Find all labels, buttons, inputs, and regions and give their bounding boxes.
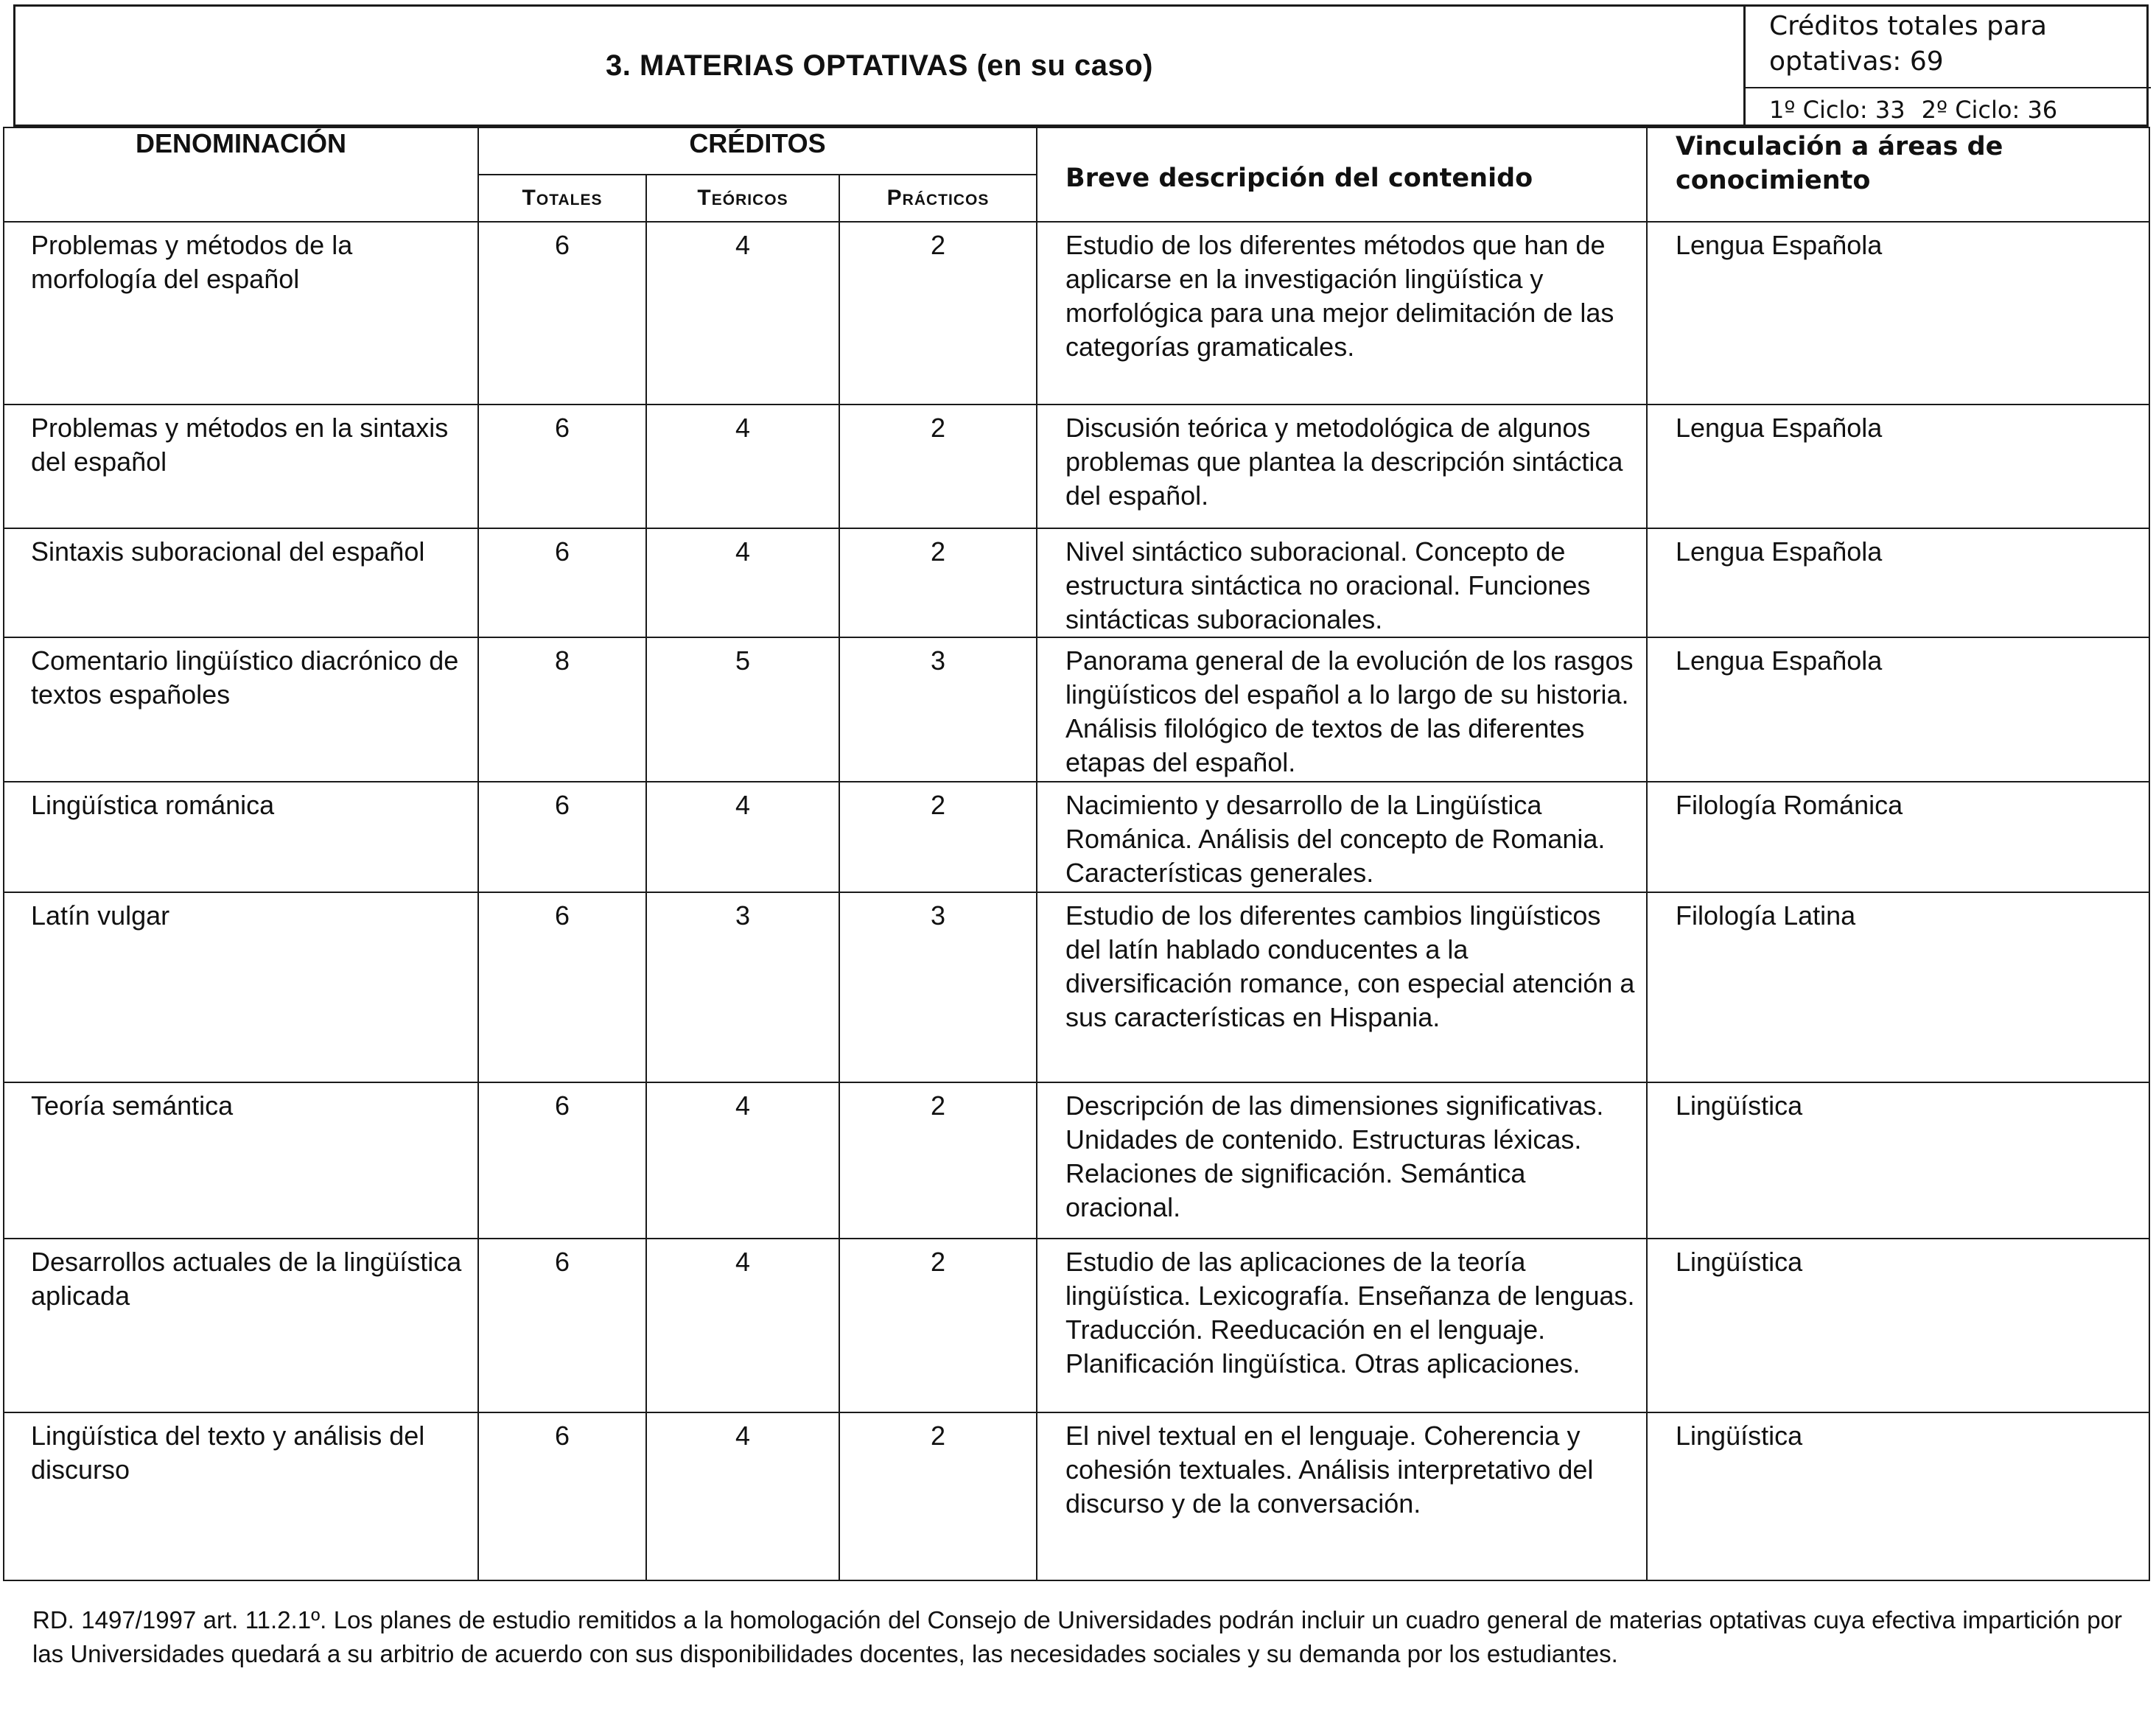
credits-practicos: 2: [839, 528, 1037, 637]
total-credits-label: Créditos totales para optativas: 69: [1769, 11, 2047, 77]
table-row: [4, 782, 2149, 892]
credits-practicos: 3: [839, 637, 1037, 782]
table-row: [4, 528, 2149, 637]
knowledge-area: Lengua Española: [1647, 528, 2149, 637]
credits-teoricos: 4: [646, 782, 839, 892]
credits-practicos: 2: [839, 1239, 1037, 1412]
legal-footnote: RD. 1497/1997 art. 11.2.1º. Los planes de estudio remitidos a la homologación del Consejo de Universidades podrán incluir un cuadro general de materias optativas cuya efectiva impartición por las Universidades quedará a su arbitrio de acuerdo con sus disponibilidades docentes, las necesidades sociales y su demanda por los estudiantes.: [32, 1606, 2122, 1667]
credits-teoricos: 4: [646, 528, 839, 637]
knowledge-area: Lingüística: [1647, 1082, 2149, 1239]
subject-name: Lingüística románica: [4, 782, 478, 892]
knowledge-area: Lengua Española: [1647, 405, 2149, 528]
subject-name: Problemas y métodos de la morfología del español: [4, 222, 478, 405]
credits-practicos: 2: [839, 1082, 1037, 1239]
table-row: [4, 1082, 2149, 1239]
credits-practicos: 2: [839, 782, 1037, 892]
credits-totales: 6: [478, 1082, 646, 1239]
table-row: [4, 222, 2149, 405]
credits-practicos: 3: [839, 892, 1037, 1082]
header-practicos: Prácticos: [839, 175, 1037, 222]
subject-description: Estudio de los diferentes métodos que han de aplicarse en la investigación lingüística y morfológica para una mejor delimitación de las categorías gramaticales.: [1037, 222, 1647, 405]
knowledge-area: Filología Latina: [1647, 892, 2149, 1082]
credits-teoricos: 3: [646, 892, 839, 1082]
knowledge-area: Lengua Española: [1647, 222, 2149, 405]
subject-description: Descripción de las dimensiones significativas. Unidades de contenido. Estructuras léxicas. Relaciones de significación. Semántica oracional.: [1037, 1082, 1647, 1239]
table-row: [4, 1412, 2149, 1580]
credits-practicos: 2: [839, 405, 1037, 528]
table-row: [4, 892, 2149, 1082]
section-header: [13, 4, 2149, 127]
subject-description: Estudio de las aplicaciones de la teoría lingüística. Lexicografía. Enseñanza de lenguas. Traducción. Reeducación en el lenguaje. Planificación lingüística. Otras aplicaciones.: [1037, 1239, 1647, 1412]
subject-description: Discusión teórica y metodológica de algunos problemas que plantea la descripción sintáctica del español.: [1037, 405, 1647, 528]
credits-totales: 6: [478, 892, 646, 1082]
header-denominacion: DENOMINACIÓN: [4, 127, 478, 222]
subjects-table: [3, 127, 2150, 1581]
credits-totales: 6: [478, 1239, 646, 1412]
credits-summary: [1743, 4, 2151, 127]
subject-name: Desarrollos actuales de la lingüística aplicada: [4, 1239, 478, 1412]
header-creditos: CRÉDITOS: [478, 127, 1037, 175]
knowledge-area: Filología Románica: [1647, 782, 2149, 892]
credits-teoricos: 5: [646, 637, 839, 782]
header-descripcion: Breve descripción del contenido: [1037, 127, 1647, 222]
credits-totales: 6: [478, 405, 646, 528]
subject-name: Latín vulgar: [4, 892, 478, 1082]
subject-description: Panorama general de la evolución de los rasgos lingüísticos del español a lo largo de su historia. Análisis filológico de textos de las diferentes etapas del español.: [1037, 637, 1647, 782]
credits-teoricos: 4: [646, 1412, 839, 1580]
second-cycle-credits: 2º Ciclo: 36: [1921, 96, 2058, 124]
subject-name: Problemas y métodos en la sintaxis del español: [4, 405, 478, 528]
subject-name: Teoría semántica: [4, 1082, 478, 1239]
knowledge-area: Lengua Española: [1647, 637, 2149, 782]
credits-totales: 6: [478, 528, 646, 637]
credits-teoricos: 4: [646, 1082, 839, 1239]
credits-divider: [1746, 87, 2151, 88]
table-row: [4, 637, 2149, 782]
table-row: [4, 405, 2149, 528]
credits-totales: 8: [478, 637, 646, 782]
knowledge-area: Lingüística: [1647, 1239, 2149, 1412]
subject-name: Lingüística del texto y análisis del discurso: [4, 1412, 478, 1580]
credits-practicos: 2: [839, 222, 1037, 405]
subject-name: Sintaxis suboracional del español: [4, 528, 478, 637]
section-title: 3. MATERIAS OPTATIVAS (en su caso): [605, 49, 1153, 82]
cycle-credits: [1769, 96, 2073, 124]
first-cycle-credits: 1º Ciclo: 33: [1769, 96, 1905, 124]
subject-description: Nivel sintáctico suboracional. Concepto de estructura sintáctica no oracional. Funciones sintácticas suboracionales.: [1037, 528, 1647, 637]
header-teoricos: Teóricos: [646, 175, 839, 222]
subject-description: Estudio de los diferentes cambios lingüísticos del latín hablado conducentes a la diversificación romance, con especial atención a sus características en Hispania.: [1037, 892, 1647, 1082]
header-totales: Totales: [478, 175, 646, 222]
credits-totales: 6: [478, 222, 646, 405]
credits-teoricos: 4: [646, 405, 839, 528]
credits-totales: 6: [478, 1412, 646, 1580]
subject-description: El nivel textual en el lenguaje. Coherencia y cohesión textuales. Análisis interpretativo del discurso y de la conversación.: [1037, 1412, 1647, 1580]
subjects-table-wrapper: [3, 127, 2149, 1581]
knowledge-area: Lingüística: [1647, 1412, 2149, 1580]
credits-practicos: 2: [839, 1412, 1037, 1580]
subject-name: Comentario lingüístico diacrónico de textos españoles: [4, 637, 478, 782]
subject-description: Nacimiento y desarrollo de la Lingüística Románica. Análisis del concepto de Romania. Características generales.: [1037, 782, 1647, 892]
credits-teoricos: 4: [646, 222, 839, 405]
table-row: [4, 1239, 2149, 1412]
credits-teoricos: 4: [646, 1239, 839, 1412]
header-vinculacion: Vinculación a áreas de conocimiento: [1647, 127, 2149, 222]
credits-totales: 6: [478, 782, 646, 892]
